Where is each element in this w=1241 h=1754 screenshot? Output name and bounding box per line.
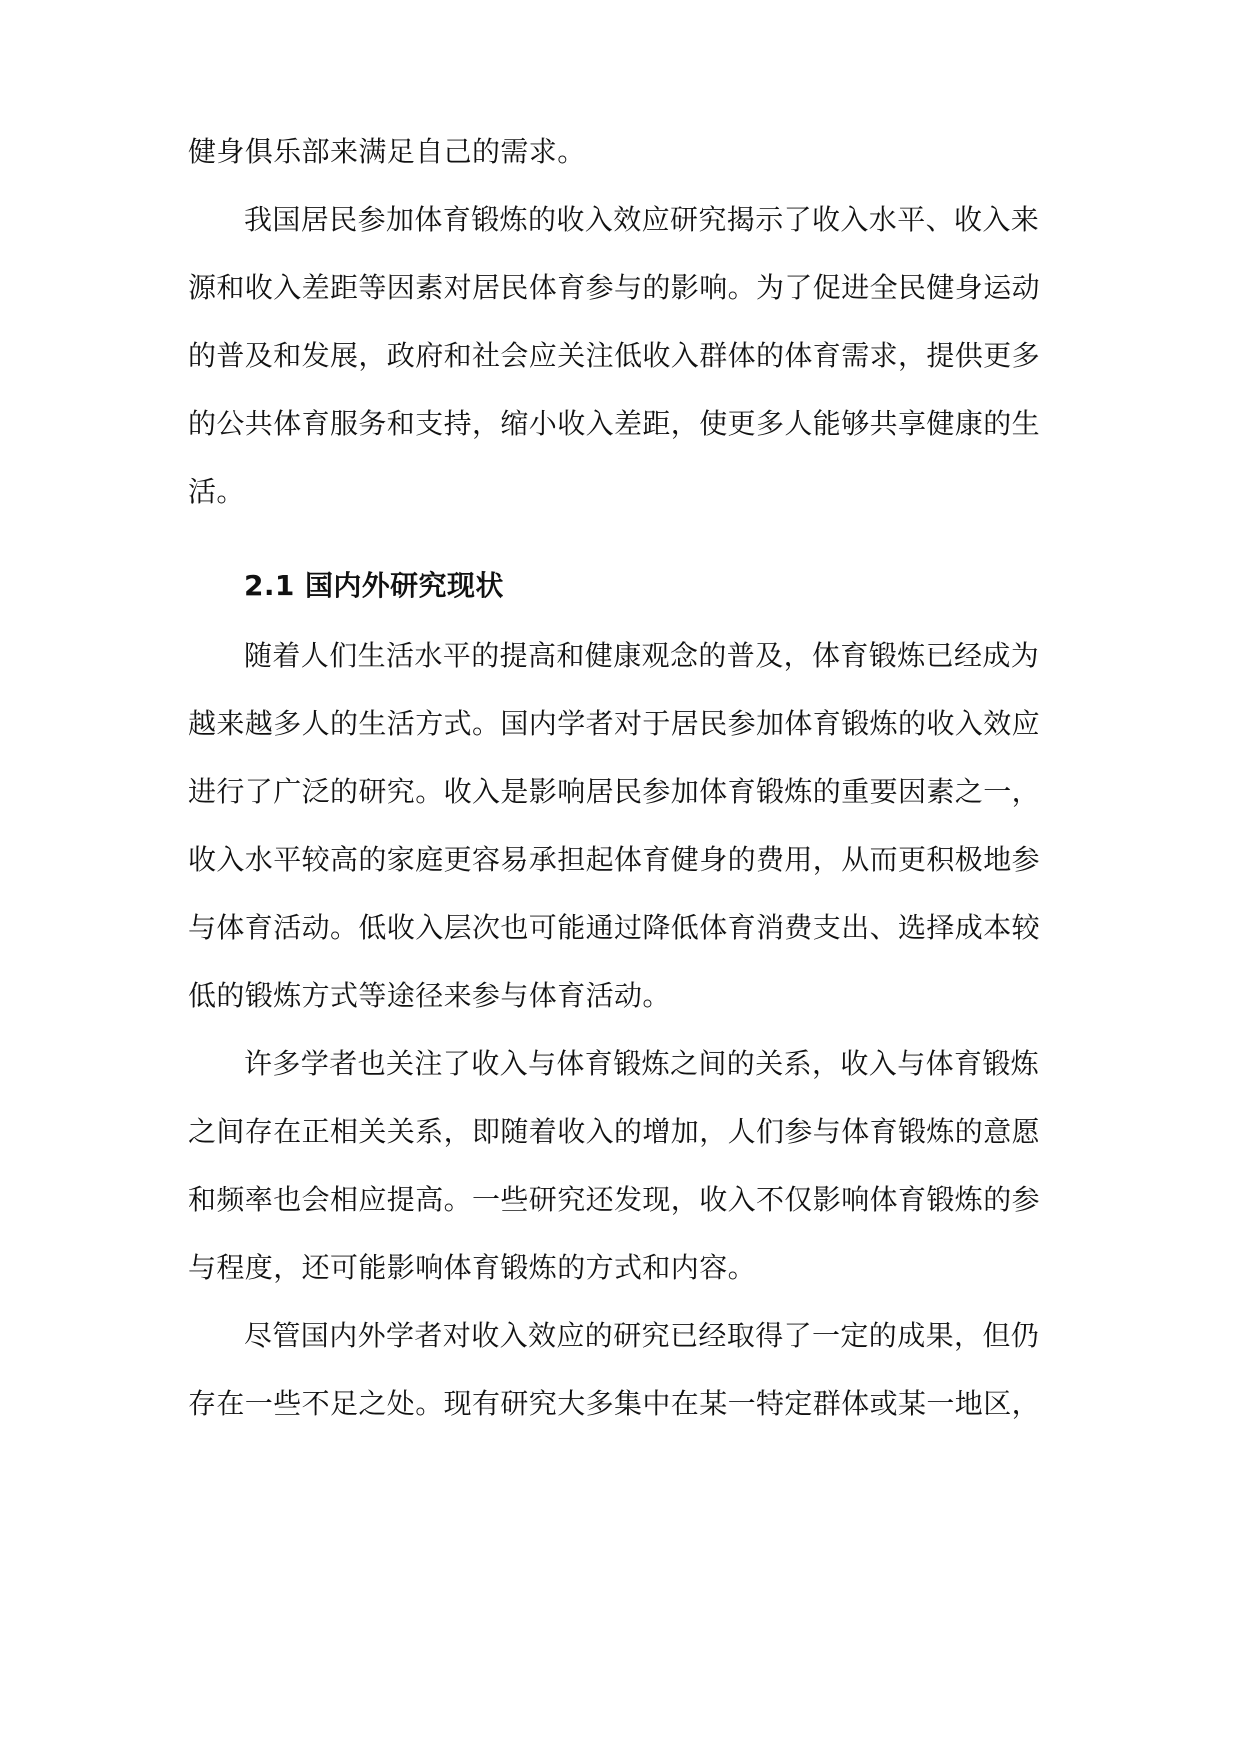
paragraph-line: 与程度，还可能影响体育锻炼的方式和内容。 <box>188 1251 757 1284</box>
paragraph-line: 许多学者也关注了收入与体育锻炼之间的关系，收入与体育锻炼 <box>244 1047 1040 1080</box>
paragraph-line: 我国居民参加体育锻炼的收入效应研究揭示了收入水平、收入来 <box>244 203 1040 236</box>
paragraph-line: 越来越多人的生活方式。国内学者对于居民参加体育锻炼的收入效应 <box>188 707 1041 740</box>
paragraph-line: 的普及和发展，政府和社会应关注低收入群体的体育需求，提供更多 <box>188 339 1041 372</box>
paragraph-line: 收入水平较高的家庭更容易承担起体育健身的费用，从而更积极地参 <box>188 843 1041 876</box>
paragraph-line: 之间存在正相关关系，即随着收入的增加，人们参与体育锻炼的意愿 <box>188 1115 1041 1148</box>
paragraph-line: 活。 <box>188 475 245 508</box>
paragraph-line: 与体育活动。低收入层次也可能通过降低体育消费支出、选择成本较 <box>188 911 1041 944</box>
paragraph-line: 健身俱乐部来满足自己的需求。 <box>188 135 586 168</box>
paragraph-line: 的公共体育服务和支持，缩小收入差距，使更多人能够共享健康的生 <box>188 407 1041 440</box>
paragraph-line: 低的锻炼方式等途径来参与体育活动。 <box>188 979 671 1012</box>
paragraph-line: 存在一些不足之处。现有研究大多集中在某一特定群体或某一地区， <box>188 1387 1041 1420</box>
paragraph-line: 进行了广泛的研究。收入是影响居民参加体育锻炼的重要因素之一， <box>188 775 1041 808</box>
paragraph-line: 尽管国内外学者对收入效应的研究已经取得了一定的成果，但仍 <box>244 1319 1040 1352</box>
section-heading: 2.1 国内外研究现状 <box>244 569 504 602</box>
paragraph-line: 源和收入差距等因素对居民体育参与的影响。为了促进全民健身运动 <box>188 271 1041 304</box>
paragraph-line: 和频率也会相应提高。一些研究还发现，收入不仅影响体育锻炼的参 <box>188 1183 1041 1216</box>
paragraph-line: 随着人们生活水平的提高和健康观念的普及，体育锻炼已经成为 <box>244 639 1040 672</box>
